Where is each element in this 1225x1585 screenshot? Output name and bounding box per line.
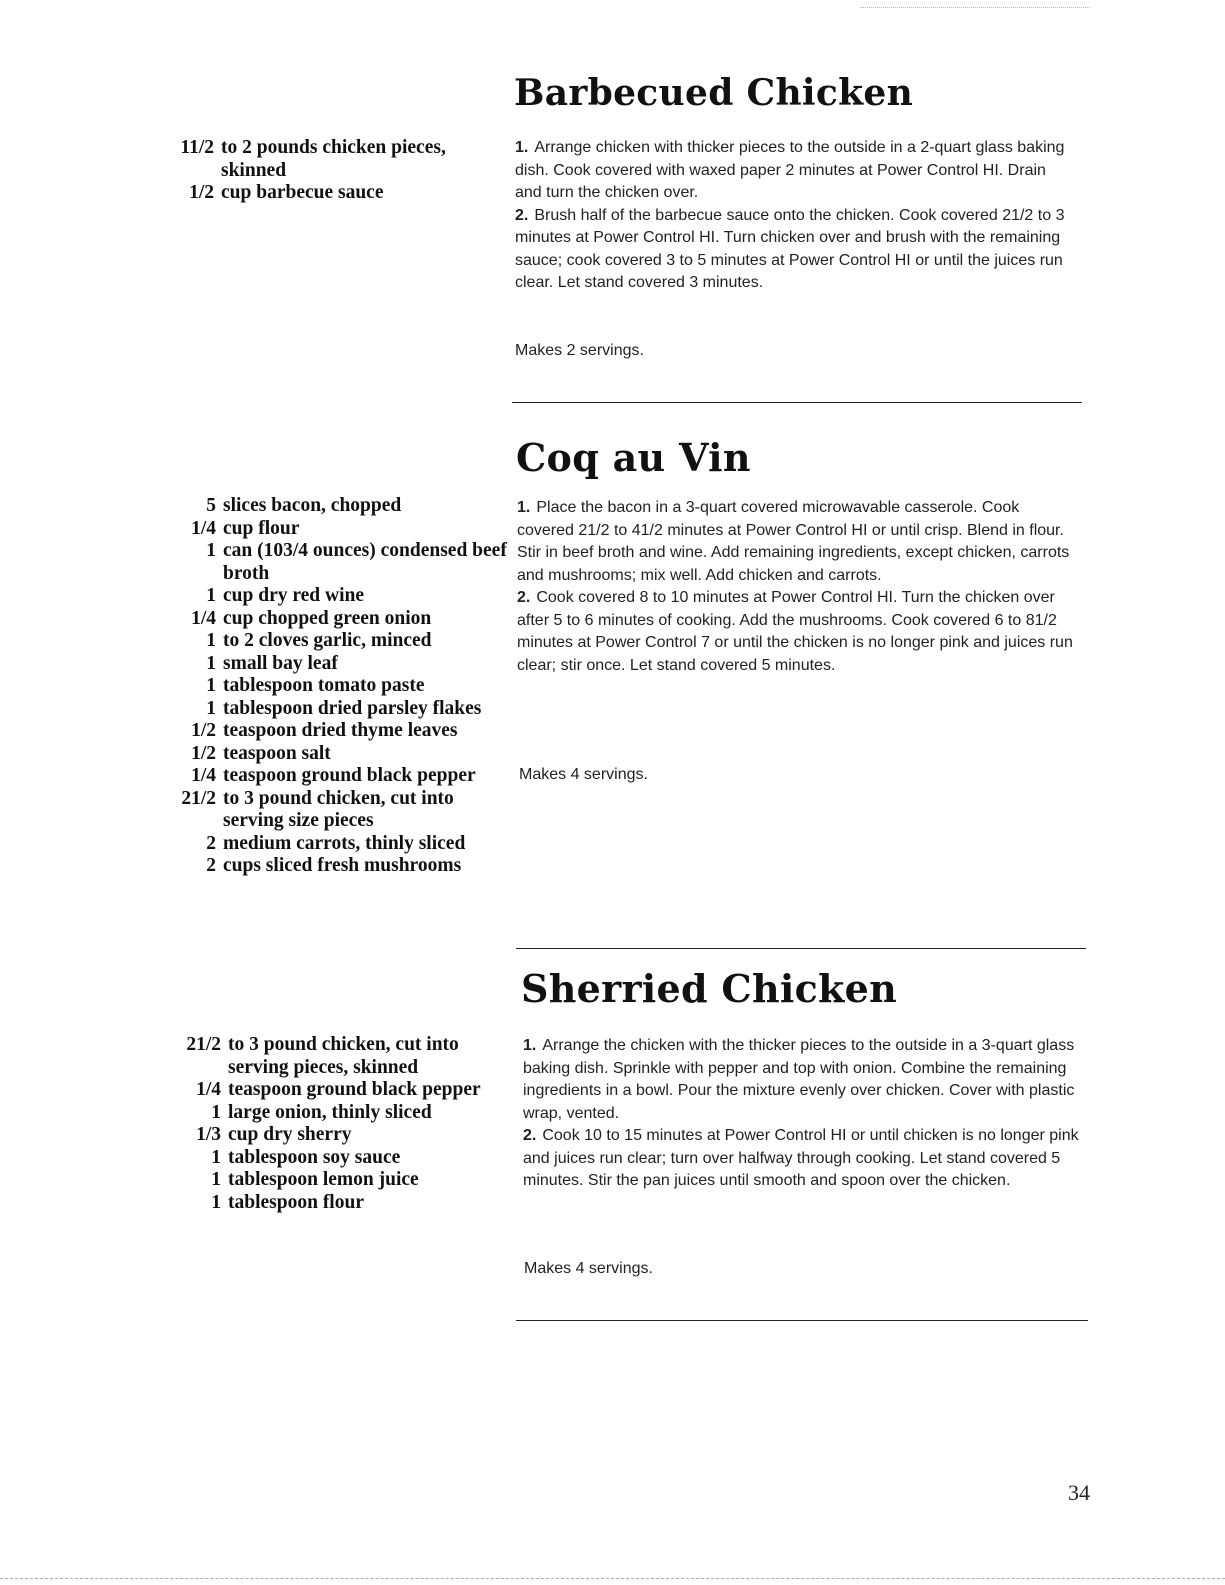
ingredient-item bbox=[170, 182, 498, 205]
section-divider bbox=[516, 1320, 1088, 1321]
ingredient-text: medium carrots, thinly sliced bbox=[223, 832, 466, 854]
ingredient-item bbox=[172, 720, 508, 743]
ingredient-item bbox=[172, 675, 508, 698]
section-divider bbox=[512, 402, 1082, 403]
section-divider bbox=[516, 948, 1086, 949]
ingredient-qty: 11/2 bbox=[180, 137, 214, 158]
ingredient-qty: 1 bbox=[206, 675, 216, 696]
ingredient-item bbox=[177, 1169, 513, 1192]
ingredient-text: small bay leaf bbox=[223, 652, 338, 674]
ingredient-item bbox=[172, 788, 508, 833]
ingredient-qty: 1 bbox=[211, 1101, 221, 1123]
ingredient-qty: 1 bbox=[211, 1191, 221, 1213]
ingredient-item bbox=[177, 1102, 513, 1125]
ingredient-text: teaspoon ground black pepper bbox=[228, 1079, 481, 1100]
ingredient-qty: 1 bbox=[211, 1169, 221, 1190]
step-number: 1. bbox=[517, 499, 531, 516]
step-number: 2. bbox=[515, 206, 529, 224]
ingredient-text: cup barbecue sauce bbox=[221, 182, 384, 203]
ingredient-item bbox=[172, 518, 508, 541]
ingredient-qty: 2 bbox=[206, 855, 216, 876]
step-number: 1. bbox=[515, 139, 529, 156]
bottom-edge-mark bbox=[0, 1578, 1225, 1579]
ingredient-text: tablespoon tomato paste bbox=[223, 675, 425, 696]
ingredient-qty: 1 bbox=[211, 1146, 221, 1168]
servings-note: Makes 2 servings. bbox=[515, 342, 644, 359]
ingredient-qty: 2 bbox=[206, 832, 216, 854]
method-step bbox=[517, 587, 1077, 677]
ingredient-text: teaspoon dried thyme leaves bbox=[223, 720, 458, 741]
method-steps bbox=[523, 1035, 1085, 1193]
ingredient-text: cups sliced fresh mushrooms bbox=[223, 855, 462, 876]
ingredient-text: to 2 pounds chicken pieces, skinned bbox=[221, 137, 446, 181]
recipe-title: Sherried Chicken bbox=[521, 966, 898, 1011]
ingredient-item bbox=[172, 653, 508, 676]
ingredient-qty: 21/2 bbox=[186, 1034, 221, 1055]
method-step bbox=[515, 205, 1075, 295]
ingredient-qty: 1/3 bbox=[196, 1124, 221, 1145]
ingredient-text: cup dry red wine bbox=[223, 585, 365, 606]
ingredient-item bbox=[172, 855, 508, 878]
ingredient-text: slices bacon, chopped bbox=[223, 495, 402, 516]
ingredient-qty: 1 bbox=[206, 585, 216, 606]
ingredient-item bbox=[172, 698, 508, 721]
method-steps bbox=[515, 137, 1075, 295]
ingredient-item bbox=[177, 1124, 513, 1147]
recipe-title: Coq au Vin bbox=[516, 435, 751, 480]
ingredient-qty: 1/2 bbox=[189, 182, 214, 203]
ingredient-text: can (103/4 ounces) condensed beef broth bbox=[223, 540, 507, 584]
method-step bbox=[523, 1125, 1085, 1193]
page-number: 34 bbox=[1068, 1480, 1090, 1505]
ingredient-qty: 1/4 bbox=[196, 1079, 221, 1100]
ingredient-text: tablespoon lemon juice bbox=[228, 1169, 419, 1190]
ingredient-text: teaspoon salt bbox=[223, 742, 331, 764]
ingredient-list bbox=[172, 495, 508, 878]
ingredient-item bbox=[177, 1034, 513, 1079]
servings-note: Makes 4 servings. bbox=[524, 1260, 653, 1277]
ingredient-text: tablespoon flour bbox=[228, 1191, 364, 1213]
ingredient-text: to 3 pound chicken, cut into serving pieces, skinned bbox=[228, 1034, 459, 1078]
ingredient-text: tablespoon dried parsley flakes bbox=[223, 697, 482, 719]
method-step bbox=[517, 497, 1077, 587]
ingredient-qty: 1/2 bbox=[191, 720, 216, 741]
recipe-title: Barbecued Chicken bbox=[514, 72, 914, 114]
ingredient-item bbox=[177, 1147, 513, 1170]
ingredient-item bbox=[170, 137, 498, 182]
ingredient-text: large onion, thinly sliced bbox=[228, 1101, 432, 1123]
step-text: Cook 10 to 15 minutes at Power Control HI or until chicken is no longer pink and juices run clear; turn over halfway through cooking. Let stand covered 5 minutes. Stir the pan juices until smooth and spoon over the chicken. bbox=[523, 1127, 1079, 1189]
step-text: Arrange chicken with thicker pieces to the outside in a 2-quart glass baking dish. Cook covered with waxed paper 2 minutes at Power Control HI. Drain and turn the chicken over. bbox=[515, 139, 1065, 201]
ingredient-qty: 1/4 bbox=[191, 517, 216, 539]
ingredient-item bbox=[172, 585, 508, 608]
ingredient-item bbox=[172, 540, 508, 585]
ingredient-item bbox=[177, 1192, 513, 1215]
ingredient-item bbox=[172, 630, 508, 653]
ingredient-text: to 2 cloves garlic, minced bbox=[223, 630, 432, 651]
ingredient-qty: 1/2 bbox=[191, 742, 216, 764]
ingredient-item bbox=[172, 743, 508, 766]
step-number: 2. bbox=[523, 1127, 537, 1144]
ingredient-item bbox=[172, 765, 508, 788]
step-number: 1. bbox=[523, 1037, 537, 1054]
ingredient-text: to 3 pound chicken, cut into serving size pieces bbox=[223, 787, 454, 831]
ingredient-qty: 5 bbox=[206, 495, 216, 516]
ingredient-list bbox=[177, 1034, 513, 1214]
step-text: Brush half of the barbecue sauce onto the chicken. Cook covered 21/2 to 3 minutes at Power Control HI. Turn chicken over and brush with the remaining sauce; cook covered 3 to 5 minutes at Power Control HI or until the juices run clear. Let stand covered 3 minutes. bbox=[515, 206, 1065, 291]
ingredient-item bbox=[177, 1079, 513, 1102]
ingredient-text: cup flour bbox=[223, 517, 300, 539]
ingredient-qty: 1 bbox=[206, 652, 216, 674]
ingredient-qty: 21/2 bbox=[181, 787, 216, 809]
step-number: 2. bbox=[517, 589, 531, 606]
top-edge-mark bbox=[860, 7, 1090, 8]
ingredient-qty: 1 bbox=[206, 697, 216, 719]
ingredient-item bbox=[172, 833, 508, 856]
servings-note: Makes 4 servings. bbox=[519, 766, 648, 783]
step-text: Arrange the chicken with the thicker pieces to the outside in a 3-quart glass baking dish. Sprinkle with pepper and top with onion. Combine the remaining ingredients in a bowl. Pour the mixture evenly over chicken. Cover with plastic wrap, vented. bbox=[523, 1037, 1075, 1122]
method-steps bbox=[517, 497, 1077, 677]
method-step bbox=[523, 1035, 1085, 1125]
ingredient-text: tablespoon soy sauce bbox=[228, 1146, 401, 1168]
ingredient-qty: 1 bbox=[206, 540, 216, 561]
ingredient-text: cup dry sherry bbox=[228, 1124, 352, 1145]
step-text: Place the bacon in a 3-quart covered microwavable casserole. Cook covered 21/2 to 41/2 minutes at Power Control HI or until crisp. Blend in flour. Stir in beef broth and wine. Add remaining ingredients, except chicken, carrots and mushrooms; mix well. Add chicken and carrots. bbox=[517, 499, 1070, 584]
method-step bbox=[515, 137, 1075, 205]
ingredient-item bbox=[172, 495, 508, 518]
ingredient-text: teaspoon ground black pepper bbox=[223, 765, 476, 786]
ingredient-list bbox=[170, 137, 498, 205]
ingredient-qty: 1/4 bbox=[191, 765, 216, 786]
ingredient-text: cup chopped green onion bbox=[223, 607, 432, 629]
ingredient-qty: 1 bbox=[206, 630, 216, 651]
ingredient-qty: 1/4 bbox=[191, 607, 216, 629]
step-text: Cook covered 8 to 10 minutes at Power Control HI. Turn the chicken over after 5 to 6 minutes of cooking. Add the mushrooms. Cook covered 6 to 81/2 minutes at Power Control 7 or until the chicken is no longer pink and juices run clear; stir once. Let stand covered 5 minutes. bbox=[517, 589, 1073, 674]
ingredient-item bbox=[172, 608, 508, 631]
